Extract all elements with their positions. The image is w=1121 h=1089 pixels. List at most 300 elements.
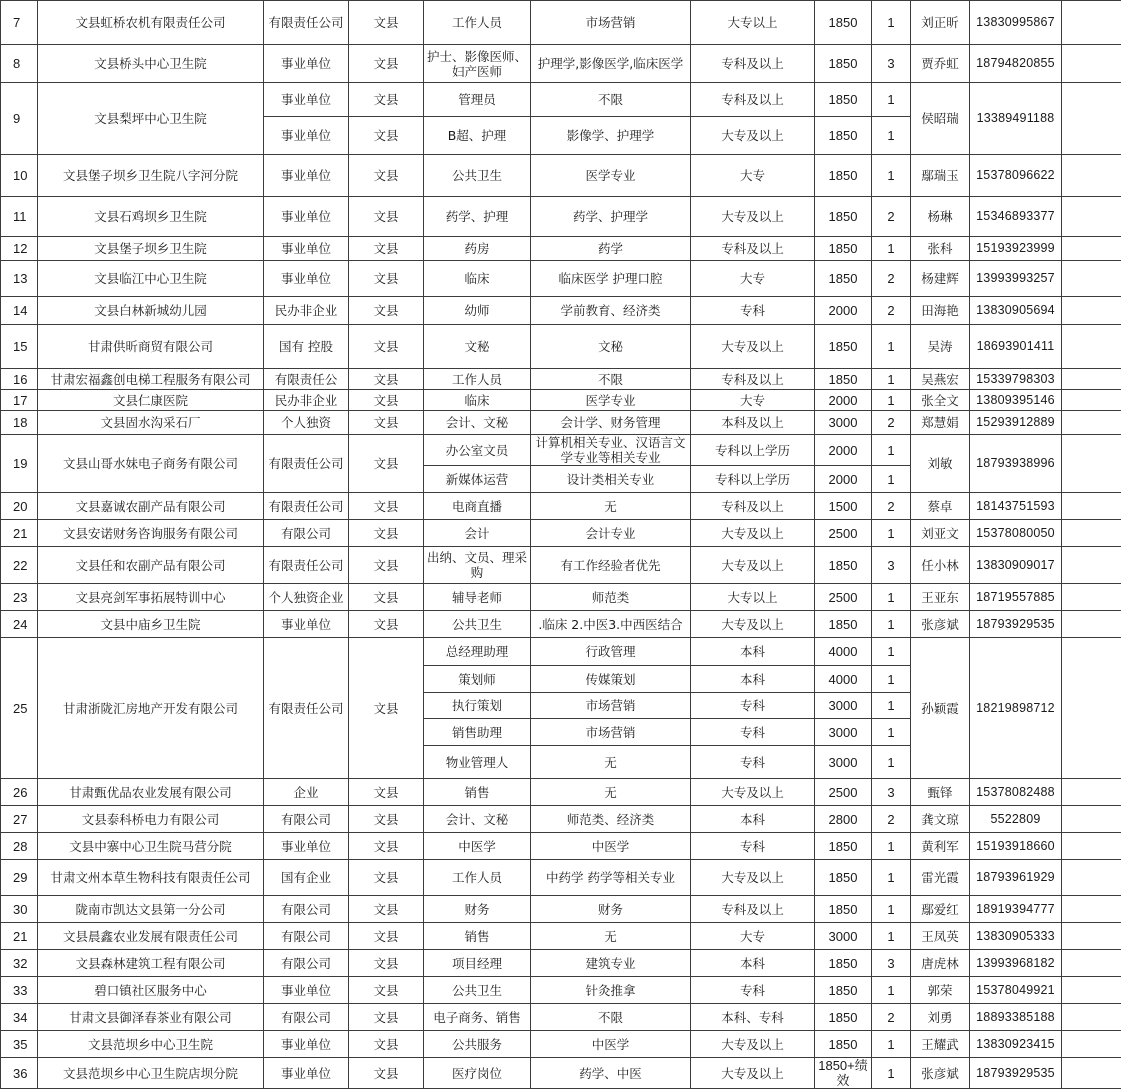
job-title: 财务	[424, 896, 531, 923]
education-requirement: 大专以上	[691, 1, 815, 45]
major-requirement: 医学专业	[531, 390, 691, 411]
company-name: 文县中庙乡卫生院	[38, 611, 264, 638]
headcount: 1	[872, 155, 911, 197]
company-name: 文县堡子坝乡卫生院八字河分院	[38, 155, 264, 197]
contact-person: 吴涛	[911, 325, 970, 369]
empty-cell	[1062, 977, 1121, 1004]
region: 文县	[349, 638, 424, 779]
job-title: 出纳、文员、理采购	[424, 547, 531, 584]
contact-person: 侯昭瑞	[911, 83, 970, 155]
contact-phone: 18793938996	[970, 435, 1062, 493]
company-name: 文县泰科桥电力有限公司	[38, 806, 264, 833]
contact-phone: 18143751593	[970, 493, 1062, 520]
unit-nature: 民办非企业	[264, 297, 349, 325]
table-row	[1, 520, 1121, 547]
empty-cell	[1062, 520, 1121, 547]
major-requirement: 学前教育、经济类	[531, 297, 691, 325]
contact-person: 雷光霞	[911, 860, 970, 896]
unit-nature: 有限责任公司	[264, 493, 349, 520]
unit-nature: 国有 控股	[264, 325, 349, 369]
education-requirement: 专科及以上	[691, 83, 815, 117]
headcount: 2	[872, 197, 911, 237]
region: 文县	[349, 860, 424, 896]
region: 文县	[349, 237, 424, 261]
contact-person: 郭荣	[911, 977, 970, 1004]
job-title: 公共卫生	[424, 977, 531, 1004]
salary: 1850	[815, 833, 872, 860]
salary: 1850	[815, 547, 872, 584]
contact-phone: 15378082488	[970, 779, 1062, 806]
job-title: 工作人员	[424, 369, 531, 390]
empty-cell	[1062, 411, 1121, 435]
job-title: 会计、文秘	[424, 411, 531, 435]
contact-phone: 13993993257	[970, 261, 1062, 297]
education-requirement: 本科	[691, 666, 815, 693]
table-row	[1, 1, 1121, 45]
headcount: 1	[872, 719, 911, 746]
major-requirement: 市场营销	[531, 1, 691, 45]
job-title: 医疗岗位	[424, 1058, 531, 1089]
headcount: 1	[872, 390, 911, 411]
contact-phone: 13830905333	[970, 923, 1062, 950]
table-row	[1, 83, 1121, 117]
education-requirement: 大专及以上	[691, 779, 815, 806]
major-requirement: 药学、中医	[531, 1058, 691, 1089]
region: 文县	[349, 779, 424, 806]
contact-phone: 18793961929	[970, 860, 1062, 896]
empty-cell	[1062, 1004, 1121, 1031]
row-number: 24	[1, 611, 38, 638]
job-title: 临床	[424, 261, 531, 297]
company-name: 文县固水沟采石厂	[38, 411, 264, 435]
region: 文县	[349, 547, 424, 584]
contact-person: 唐虎林	[911, 950, 970, 977]
contact-person: 刘敏	[911, 435, 970, 493]
table-row	[1, 584, 1121, 611]
contact-phone: 15193923999	[970, 237, 1062, 261]
row-number: 13	[1, 261, 38, 297]
contact-phone: 18893385188	[970, 1004, 1062, 1031]
education-requirement: 专科	[691, 297, 815, 325]
company-name: 陇南市凯达文县第一分公司	[38, 896, 264, 923]
unit-nature: 有限公司	[264, 950, 349, 977]
contact-person: 王耀武	[911, 1031, 970, 1058]
row-number: 26	[1, 779, 38, 806]
major-requirement: 中医学	[531, 833, 691, 860]
job-title: 销售	[424, 779, 531, 806]
contact-phone: 13830905694	[970, 297, 1062, 325]
empty-cell	[1062, 390, 1121, 411]
table-row	[1, 833, 1121, 860]
job-title: 药房	[424, 237, 531, 261]
region: 文县	[349, 117, 424, 155]
contact-person: 蔡卓	[911, 493, 970, 520]
row-number: 16	[1, 369, 38, 390]
company-name: 文县山哥水妹电子商务有限公司	[38, 435, 264, 493]
row-number: 22	[1, 547, 38, 584]
contact-phone: 5522809	[970, 806, 1062, 833]
region: 文县	[349, 493, 424, 520]
major-requirement: 针灸推拿	[531, 977, 691, 1004]
company-name: 文县任和农副产品有限公司	[38, 547, 264, 584]
unit-nature: 事业单位	[264, 1058, 349, 1089]
row-number: 10	[1, 155, 38, 197]
headcount: 3	[872, 547, 911, 584]
contact-person: 鄢瑞玉	[911, 155, 970, 197]
headcount: 1	[872, 117, 911, 155]
company-name: 文县安诺财务咨询服务有限公司	[38, 520, 264, 547]
education-requirement: 专科	[691, 977, 815, 1004]
headcount: 1	[872, 923, 911, 950]
major-requirement: 传媒策划	[531, 666, 691, 693]
region: 文县	[349, 83, 424, 117]
unit-nature: 事业单位	[264, 261, 349, 297]
headcount: 1	[872, 666, 911, 693]
region: 文县	[349, 977, 424, 1004]
table-row	[1, 1058, 1121, 1089]
table-row	[1, 325, 1121, 369]
contact-phone: 15293912889	[970, 411, 1062, 435]
major-requirement: 会计学、财务管理	[531, 411, 691, 435]
salary: 1850	[815, 83, 872, 117]
education-requirement: 专科及以上	[691, 237, 815, 261]
contact-phone: 18919394777	[970, 896, 1062, 923]
salary: 1850	[815, 197, 872, 237]
empty-cell	[1062, 435, 1121, 493]
education-requirement: 专科以上学历	[691, 466, 815, 493]
job-title: 公共服务	[424, 1031, 531, 1058]
major-requirement: 药学、护理学	[531, 197, 691, 237]
contact-phone: 15346893377	[970, 197, 1062, 237]
company-name: 甘肃文州本草生物科技有限责任公司	[38, 860, 264, 896]
company-name: 文县石鸡坝乡卫生院	[38, 197, 264, 237]
region: 文县	[349, 155, 424, 197]
empty-cell	[1062, 197, 1121, 237]
major-requirement: 行政管理	[531, 638, 691, 666]
education-requirement: 大专及以上	[691, 520, 815, 547]
headcount: 1	[872, 746, 911, 779]
major-requirement: 中药学 药学等相关专业	[531, 860, 691, 896]
company-name: 文县森林建筑工程有限公司	[38, 950, 264, 977]
table-row	[1, 806, 1121, 833]
contact-person: 杨建辉	[911, 261, 970, 297]
table-row	[1, 547, 1121, 584]
education-requirement: 专科	[691, 833, 815, 860]
empty-cell	[1062, 369, 1121, 390]
salary: 1850	[815, 611, 872, 638]
education-requirement: 专科及以上	[691, 369, 815, 390]
unit-nature: 有限公司	[264, 520, 349, 547]
major-requirement: 计算机相关专业、汉语言文学专业等相关专业	[531, 435, 691, 466]
salary: 1500	[815, 493, 872, 520]
region: 文县	[349, 923, 424, 950]
headcount: 2	[872, 806, 911, 833]
empty-cell	[1062, 155, 1121, 197]
contact-phone: 15339798303	[970, 369, 1062, 390]
job-title: 项目经理	[424, 950, 531, 977]
row-number: 35	[1, 1031, 38, 1058]
major-requirement: 中医学	[531, 1031, 691, 1058]
job-title: B超、护理	[424, 117, 531, 155]
unit-nature: 事业单位	[264, 833, 349, 860]
education-requirement: 专科	[691, 746, 815, 779]
job-title: 工作人员	[424, 1, 531, 45]
empty-cell	[1062, 779, 1121, 806]
unit-nature: 个人独资	[264, 411, 349, 435]
major-requirement: 建筑专业	[531, 950, 691, 977]
unit-nature: 有限责任公司	[264, 547, 349, 584]
contact-phone: 13830995867	[970, 1, 1062, 45]
empty-cell	[1062, 1, 1121, 45]
job-title: 会计、文秘	[424, 806, 531, 833]
education-requirement: 大专及以上	[691, 547, 815, 584]
education-requirement: 专科及以上	[691, 896, 815, 923]
row-number: 30	[1, 896, 38, 923]
education-requirement: 本科	[691, 806, 815, 833]
empty-cell	[1062, 638, 1121, 779]
region: 文县	[349, 806, 424, 833]
company-name: 文县范坝乡中心卫生院店坝分院	[38, 1058, 264, 1089]
salary: 2500	[815, 520, 872, 547]
unit-nature: 事业单位	[264, 977, 349, 1004]
major-requirement: 无	[531, 746, 691, 779]
unit-nature: 事业单位	[264, 237, 349, 261]
headcount: 1	[872, 896, 911, 923]
salary: 2500	[815, 779, 872, 806]
empty-cell	[1062, 833, 1121, 860]
salary: 3000	[815, 693, 872, 719]
job-title: 销售助理	[424, 719, 531, 746]
contact-phone: 15193918660	[970, 833, 1062, 860]
salary: 2000	[815, 297, 872, 325]
salary: 1850+绩效	[815, 1058, 872, 1089]
table-row	[1, 779, 1121, 806]
row-number: 28	[1, 833, 38, 860]
contact-person: 刘勇	[911, 1004, 970, 1031]
job-title: 电商直播	[424, 493, 531, 520]
headcount: 3	[872, 45, 911, 83]
table-row	[1, 860, 1121, 896]
unit-nature: 有限公司	[264, 923, 349, 950]
empty-cell	[1062, 83, 1121, 155]
region: 文县	[349, 45, 424, 83]
headcount: 1	[872, 466, 911, 493]
salary: 2000	[815, 435, 872, 466]
education-requirement: 大专以上	[691, 584, 815, 611]
region: 文县	[349, 833, 424, 860]
salary: 3000	[815, 923, 872, 950]
region: 文县	[349, 611, 424, 638]
job-title: 电子商务、销售	[424, 1004, 531, 1031]
table-row	[1, 237, 1121, 261]
region: 文县	[349, 584, 424, 611]
contact-person: 黄利军	[911, 833, 970, 860]
unit-nature: 事业单位	[264, 1031, 349, 1058]
headcount: 1	[872, 1031, 911, 1058]
unit-nature: 事业单位	[264, 155, 349, 197]
job-title: 会计	[424, 520, 531, 547]
job-title: 辅导老师	[424, 584, 531, 611]
headcount: 1	[872, 977, 911, 1004]
salary: 1850	[815, 1, 872, 45]
major-requirement: 不限	[531, 83, 691, 117]
row-number: 18	[1, 411, 38, 435]
contact-person: 张彦斌	[911, 1058, 970, 1089]
salary: 2000	[815, 390, 872, 411]
education-requirement: 本科	[691, 638, 815, 666]
empty-cell	[1062, 261, 1121, 297]
education-requirement: 大专及以上	[691, 1031, 815, 1058]
unit-nature: 有限责任公	[264, 369, 349, 390]
headcount: 1	[872, 860, 911, 896]
company-name: 文县桥头中心卫生院	[38, 45, 264, 83]
job-title: 策划师	[424, 666, 531, 693]
headcount: 2	[872, 261, 911, 297]
major-requirement: 有工作经验者优先	[531, 547, 691, 584]
contact-person: 刘亚文	[911, 520, 970, 547]
region: 文县	[349, 297, 424, 325]
major-requirement: 财务	[531, 896, 691, 923]
salary: 4000	[815, 666, 872, 693]
education-requirement: 本科	[691, 950, 815, 977]
major-requirement: 不限	[531, 369, 691, 390]
contact-person: 吴燕宏	[911, 369, 970, 390]
table-row	[1, 950, 1121, 977]
major-requirement: 市场营销	[531, 693, 691, 719]
contact-phone: 18693901411	[970, 325, 1062, 369]
empty-cell	[1062, 950, 1121, 977]
region: 文县	[349, 411, 424, 435]
job-title: 临床	[424, 390, 531, 411]
contact-person: 贾乔虹	[911, 45, 970, 83]
education-requirement: 专科	[691, 719, 815, 746]
region: 文县	[349, 261, 424, 297]
headcount: 2	[872, 297, 911, 325]
contact-phone: 13830923415	[970, 1031, 1062, 1058]
major-requirement: 护理学,影像医学,临床医学	[531, 45, 691, 83]
headcount: 2	[872, 411, 911, 435]
major-requirement: 不限	[531, 1004, 691, 1031]
contact-phone: 18794820855	[970, 45, 1062, 83]
empty-cell	[1062, 547, 1121, 584]
empty-cell	[1062, 896, 1121, 923]
major-requirement: 医学专业	[531, 155, 691, 197]
salary: 1850	[815, 950, 872, 977]
headcount: 3	[872, 779, 911, 806]
education-requirement: 大专	[691, 923, 815, 950]
company-name: 文县嘉诚农副产品有限公司	[38, 493, 264, 520]
contact-phone: 18793929535	[970, 1058, 1062, 1089]
region: 文县	[349, 325, 424, 369]
headcount: 1	[872, 638, 911, 666]
empty-cell	[1062, 1058, 1121, 1089]
headcount: 2	[872, 493, 911, 520]
contact-phone: 13809395146	[970, 390, 1062, 411]
row-number: 11	[1, 197, 38, 237]
region: 文县	[349, 520, 424, 547]
contact-phone: 15378096622	[970, 155, 1062, 197]
salary: 1850	[815, 860, 872, 896]
job-title: 工作人员	[424, 860, 531, 896]
headcount: 1	[872, 584, 911, 611]
table-row	[1, 923, 1121, 950]
headcount: 1	[872, 611, 911, 638]
education-requirement: 专科及以上	[691, 45, 815, 83]
row-number: 7	[1, 1, 38, 45]
unit-nature: 事业单位	[264, 197, 349, 237]
unit-nature: 有限责任公司	[264, 435, 349, 493]
major-requirement: 无	[531, 923, 691, 950]
empty-cell	[1062, 237, 1121, 261]
job-title: 办公室文员	[424, 435, 531, 466]
headcount: 1	[872, 83, 911, 117]
education-requirement: 大专	[691, 390, 815, 411]
education-requirement: 大专	[691, 155, 815, 197]
region: 文县	[349, 950, 424, 977]
table-row	[1, 896, 1121, 923]
table-row	[1, 369, 1121, 390]
education-requirement: 专科	[691, 693, 815, 719]
education-requirement: 大专及以上	[691, 325, 815, 369]
region: 文县	[349, 896, 424, 923]
headcount: 1	[872, 325, 911, 369]
row-number: 27	[1, 806, 38, 833]
contact-person: 孙颖霞	[911, 638, 970, 779]
contact-phone: 18719557885	[970, 584, 1062, 611]
unit-nature: 有限公司	[264, 896, 349, 923]
contact-phone: 15378080050	[970, 520, 1062, 547]
major-requirement: 无	[531, 779, 691, 806]
region: 文县	[349, 1058, 424, 1089]
headcount: 1	[872, 693, 911, 719]
empty-cell	[1062, 325, 1121, 369]
empty-cell	[1062, 860, 1121, 896]
salary: 3000	[815, 719, 872, 746]
company-name: 文县临江中心卫生院	[38, 261, 264, 297]
company-name: 文县中寨中心卫生院马营分院	[38, 833, 264, 860]
education-requirement: 大专及以上	[691, 611, 815, 638]
job-title: 中医学	[424, 833, 531, 860]
unit-nature: 国有企业	[264, 860, 349, 896]
headcount: 1	[872, 1058, 911, 1089]
table-row	[1, 45, 1121, 83]
salary: 2800	[815, 806, 872, 833]
contact-person: 张全文	[911, 390, 970, 411]
company-name: 文县范坝乡中心卫生院	[38, 1031, 264, 1058]
row-number: 25	[1, 638, 38, 779]
row-number: 12	[1, 237, 38, 261]
unit-nature: 有限责任公司	[264, 1, 349, 45]
job-title: 幼师	[424, 297, 531, 325]
salary: 1850	[815, 977, 872, 1004]
salary: 1850	[815, 1004, 872, 1031]
table-row	[1, 411, 1121, 435]
unit-nature: 有限公司	[264, 1004, 349, 1031]
salary: 3000	[815, 411, 872, 435]
salary: 1850	[815, 261, 872, 297]
table-row	[1, 1031, 1121, 1058]
contact-phone: 13830909017	[970, 547, 1062, 584]
job-title: 物业管理人	[424, 746, 531, 779]
row-number: 21	[1, 923, 38, 950]
table-row	[1, 493, 1121, 520]
company-name: 文县亮剑军事拓展特训中心	[38, 584, 264, 611]
education-requirement: 专科以上学历	[691, 435, 815, 466]
salary: 1850	[815, 325, 872, 369]
table-row	[1, 1004, 1121, 1031]
row-number: 15	[1, 325, 38, 369]
unit-nature: 有限责任公司	[264, 638, 349, 779]
